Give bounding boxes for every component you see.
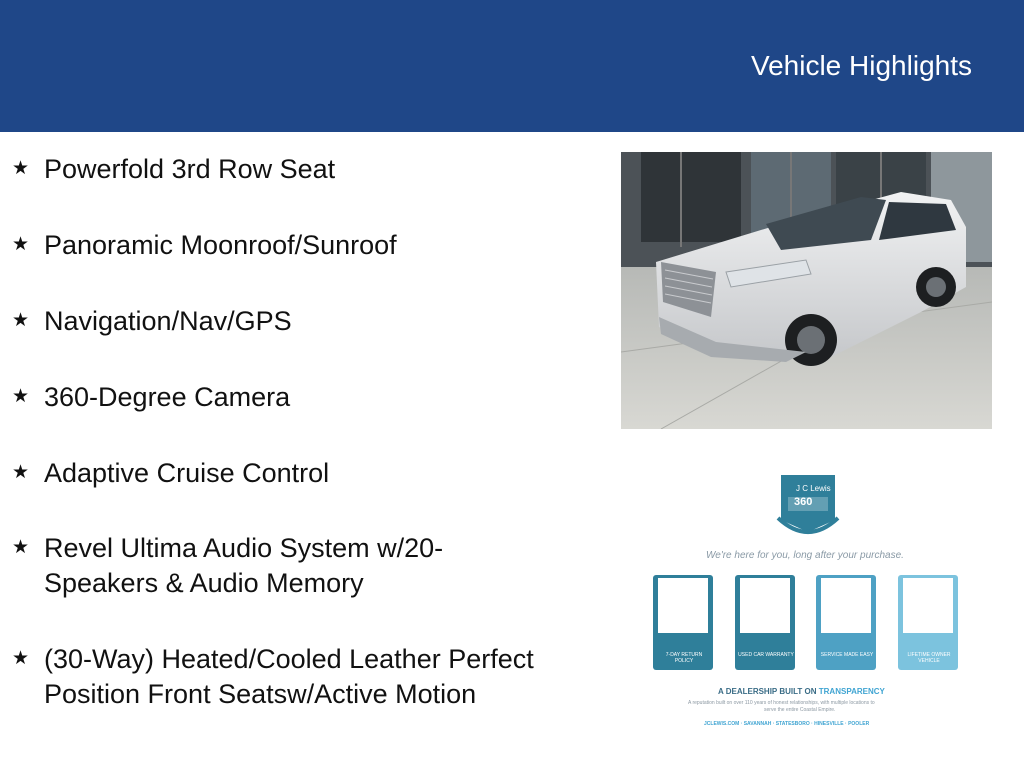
feature-text: Revel Ultima Audio System w/20-Speakers & Audio Memory: [44, 533, 444, 598]
feature-item: [12, 531, 544, 600]
promo-footer: JCLEWIS.COM · SAVANNAH · STATESBORO · HINESVILLE · POOLER: [704, 721, 870, 727]
feature-text: 360-Degree Camera: [44, 382, 291, 412]
suv-illustration: [621, 152, 992, 429]
feature-item: [12, 152, 544, 187]
promo-subtext-2: serve the entire Coastal Empire.: [764, 707, 836, 713]
promo-headline: [718, 687, 885, 696]
feature-text: Panoramic Moonroof/Sunroof: [44, 230, 397, 260]
feature-item: [12, 380, 544, 415]
card-label: 7-DAY RETURN POLICY: [665, 652, 703, 664]
promo-subtext-1: A reputation built on over 110 years of honest relationships, with multiple locations to: [688, 700, 875, 706]
feature-text: Powerfold 3rd Row Seat: [44, 154, 336, 184]
card-label: LIFETIME OWNER VEHICLE: [907, 652, 951, 664]
card-label: USED CAR WARRANTY: [738, 652, 794, 658]
feature-item: [12, 304, 544, 339]
header-banner: [0, 0, 1024, 132]
star-icon: ★: [12, 234, 30, 255]
star-icon: ★: [12, 386, 30, 407]
feature-item: [12, 228, 544, 263]
feature-text: Adaptive Cruise Control: [44, 458, 330, 488]
feature-text: Navigation/Nav/GPS: [44, 306, 292, 336]
page-title: Vehicle Highlights: [750, 50, 972, 81]
promo-tagline: We're here for you, long after your purchase.: [706, 550, 904, 561]
feature-item: [12, 456, 544, 491]
headline-prefix: A DEALERSHIP BUILT ON: [718, 687, 817, 696]
card-label: SERVICE MADE EASY: [820, 652, 874, 658]
badge-brand: J C Lewis: [796, 484, 831, 493]
vehicle-photo: [621, 152, 992, 429]
star-icon: ★: [12, 537, 30, 558]
star-icon: ★: [12, 462, 30, 483]
star-icon: ★: [12, 310, 30, 331]
feature-item: [12, 642, 544, 711]
headline-highlight: TRANSPARENCY: [818, 687, 885, 696]
star-icon: ★: [12, 648, 30, 669]
star-icon: ★: [12, 158, 30, 179]
feature-text: (30-Way) Heated/Cooled Leather Perfect Position Front Seatsw/Active Motion: [44, 644, 534, 709]
dealership-promo: [648, 470, 968, 735]
badge-number: 360: [794, 496, 813, 508]
